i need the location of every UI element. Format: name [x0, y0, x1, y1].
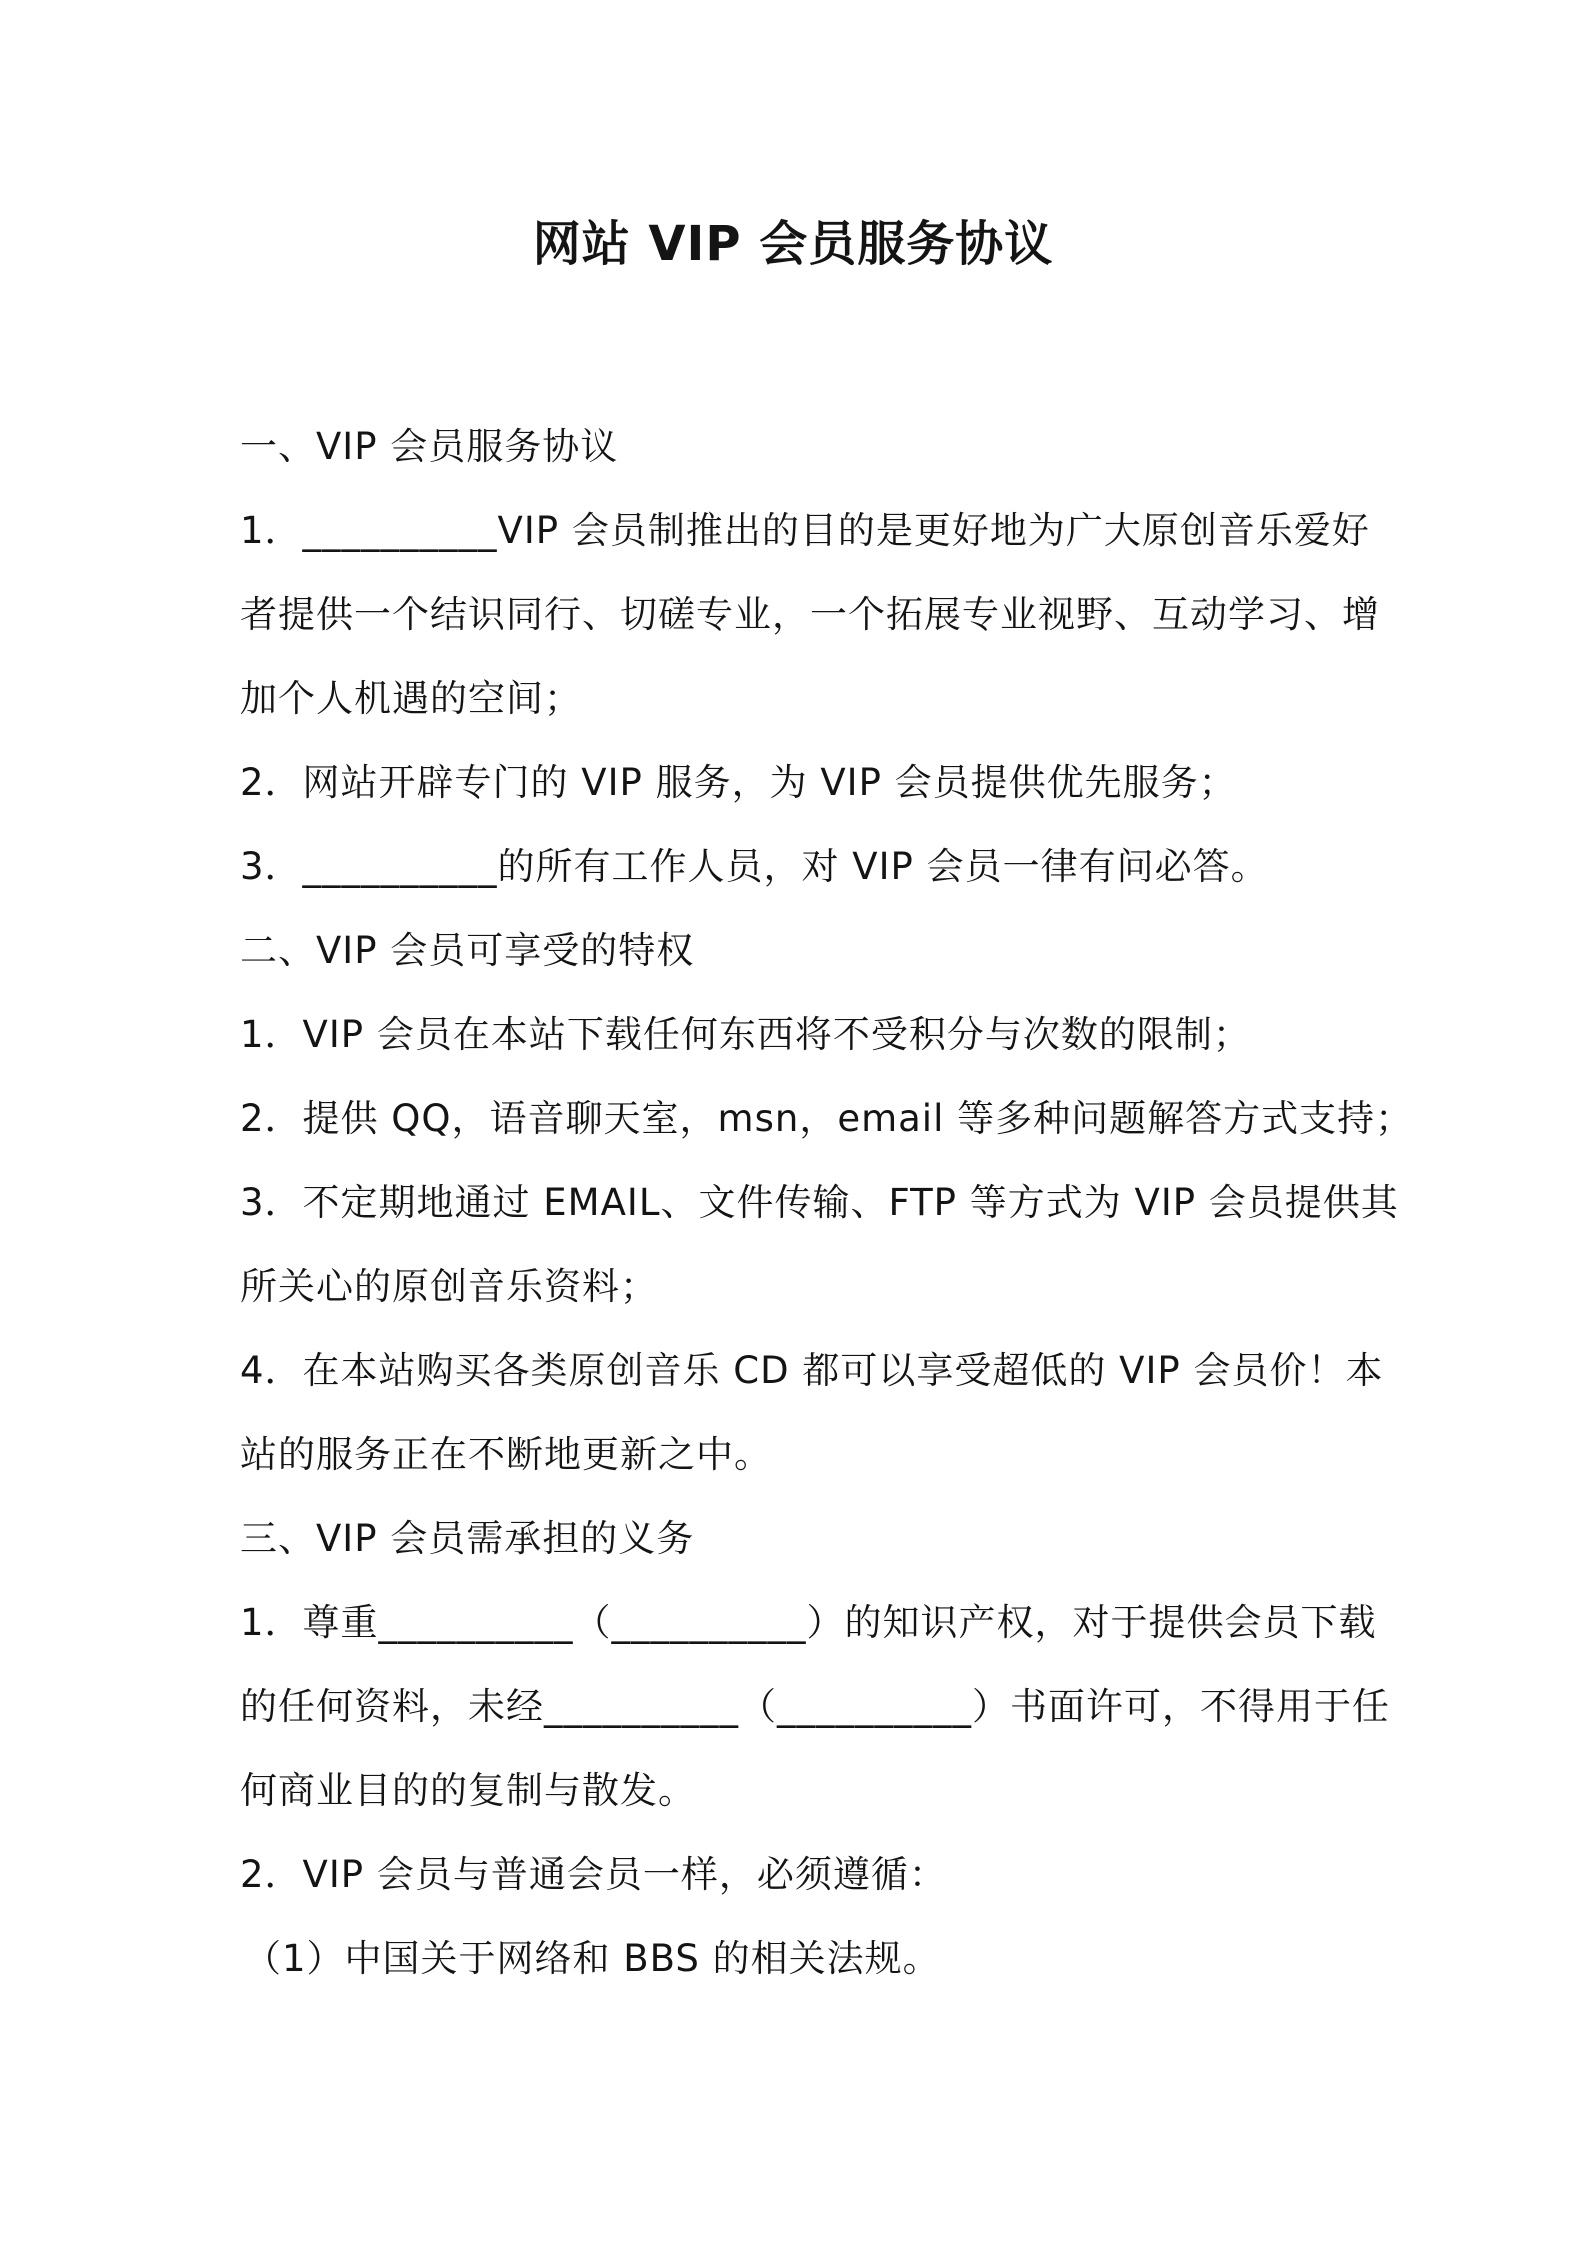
clause-1-1-line-2: 者提供一个结识同行、切磋专业，一个拓展专业视野、互动学习、增 [240, 593, 1380, 636]
clause-2-3-line-1: 3．不定期地通过 EMAIL、文件传输、FTP 等方式为 VIP 会员提供其 [240, 1181, 1399, 1224]
document-body [240, 405, 1414, 2001]
clause-2-1: 1．VIP 会员在本站下载任何东西将不受积分与次数的限制； [240, 1013, 1251, 1056]
clause-3-1-line-3: 何商业目的的复制与散发。 [240, 1769, 696, 1812]
clause-2-3-line-2: 所关心的原创音乐资料； [240, 1265, 658, 1308]
section-heading-1: 一、VIP 会员服务协议 [240, 425, 619, 468]
section-heading-3: 三、VIP 会员需承担的义务 [240, 1517, 695, 1560]
clause-1-3: 3．__________的所有工作人员，对 VIP 会员一律有问必答。 [240, 845, 1269, 888]
clause-3-1-line-1: 1．尊重__________（__________）的知识产权，对于提供会员下载 [240, 1601, 1377, 1644]
section-heading-2: 二、VIP 会员可享受的特权 [240, 929, 695, 972]
clause-3-2: 2．VIP 会员与普通会员一样，必须遵循： [240, 1853, 947, 1896]
clause-1-2: 2．网站开辟专门的 VIP 服务，为 VIP 会员提供优先服务； [240, 761, 1237, 804]
clause-1-1-line-1: 1．__________VIP 会员制推出的目的是更好地为广大原创音乐爱好 [240, 509, 1370, 552]
clause-1-1-line-3: 加个人机遇的空间； [240, 677, 582, 720]
clause-3-1-line-2: 的任何资料，未经__________（__________）书面许可，不得用于任 [240, 1685, 1390, 1728]
clause-2-4-line-1: 4．在本站购买各类原创音乐 CD 都可以享受超低的 VIP 会员价！本 [240, 1349, 1384, 1392]
sub-clause-3-2-1: （1）中国关于网络和 BBS 的相关法规。 [244, 1937, 941, 1980]
clause-2-2: 2．提供 QQ，语音聊天室，msn，email 等多种问题解答方式支持； [240, 1097, 1414, 1140]
document-title: 网站 VIP 会员服务协议 [532, 216, 1054, 272]
clause-2-4-line-2: 站的服务正在不断地更新之中。 [240, 1433, 772, 1476]
